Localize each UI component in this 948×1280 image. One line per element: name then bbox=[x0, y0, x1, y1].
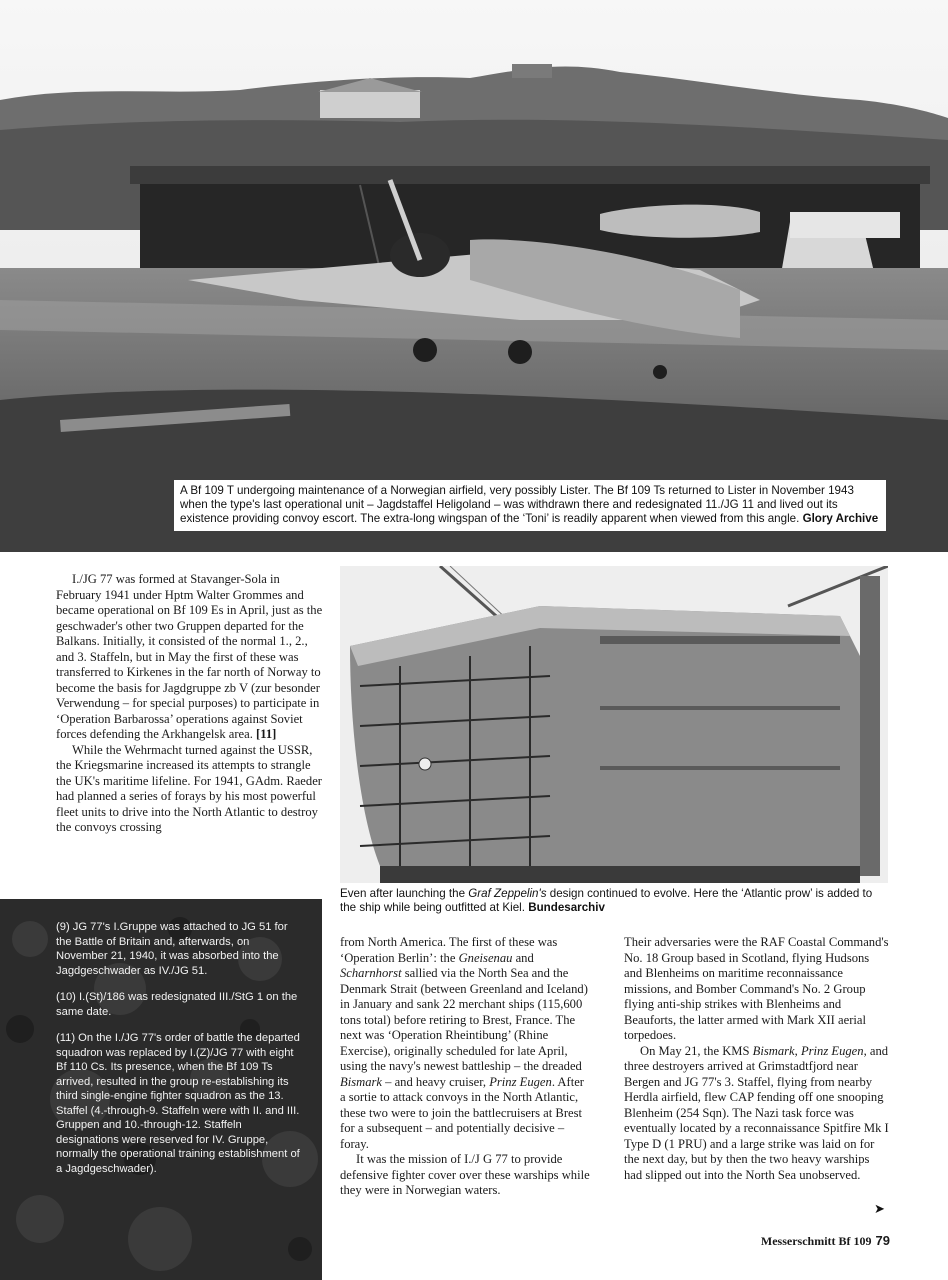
middle-text-column bbox=[340, 935, 592, 1199]
publication-title: Messerschmitt Bf 109 bbox=[760, 1234, 872, 1248]
footnotes bbox=[56, 920, 304, 1188]
ship-photo bbox=[340, 566, 888, 883]
airfield-photo-caption bbox=[180, 484, 880, 526]
airfield-photo-credit: Glory Archive bbox=[802, 512, 879, 525]
left-text-column bbox=[56, 572, 324, 836]
ship-name-gneisenau: Gneisenau bbox=[458, 950, 513, 965]
middle-paragraph-1 bbox=[340, 935, 592, 1152]
airfield-photo bbox=[0, 0, 948, 552]
ship-caption-italic: Graf Zeppelin's bbox=[468, 887, 547, 900]
ship-photo-credit: Bundesarchiv bbox=[528, 901, 605, 914]
footnote-10: (10) I.(St)/186 was redesignated III./StG 1 on the same date. bbox=[56, 991, 298, 1018]
footnote-ref-11: [11] bbox=[256, 727, 277, 741]
ship-photo-caption bbox=[340, 887, 888, 915]
right-p2-c: , and three destroyers arrived at Grimstadtfjord near Bergen and JG 77's 3. Staffel, flying from nearby Herdla airfield, flew CAP fending off one snooping Blenheim (254 Sqn). The Nazi task force was eventually located by a reconnaissance Spitfire Mk I Type D (1 PRU) and a large strike was laid on for the next day, but by then the two heavy warships had slipped out into the North Sea unobserved. bbox=[624, 1043, 889, 1182]
left-paragraph-1 bbox=[56, 572, 324, 743]
right-p2-b: , bbox=[794, 1043, 801, 1058]
mid-p1-b: and bbox=[512, 950, 534, 965]
right-text-column bbox=[624, 935, 890, 1183]
airfield-photo-image bbox=[0, 0, 948, 552]
mid-p1-c: sallied via the North Sea and the Denmark Strait (between Greenland and Iceland) in January and sank 22 merchant ships (115,600 tons total) before retiring to Brest, France. The next was ‘Operation Rheintibung’ (Rhine Exercise), originally scheduled for late April, using the navy's newest battleship – the dreaded bbox=[340, 966, 588, 1073]
ship-photo-image bbox=[340, 566, 888, 883]
page-folio bbox=[761, 1233, 890, 1249]
right-p2-a: On May 21, the KMS bbox=[640, 1043, 753, 1058]
right-paragraph-2 bbox=[624, 1044, 890, 1184]
airfield-photo-caption-box bbox=[174, 480, 886, 531]
middle-paragraph-2: It was the mission of I./J G 77 to provide defensive fighter cover over these warships while they were in Norwegian waters. bbox=[340, 1152, 590, 1197]
ship-name-prinz-eugen-2: Prinz Eugen bbox=[800, 1043, 864, 1058]
continue-arrow-icon: ➤ bbox=[874, 1201, 885, 1216]
mid-p1-a: from North America. The first of these was ‘Operation Berlin’: the bbox=[340, 935, 558, 965]
footnote-9: (9) JG 77's I.Gruppe was attached to JG 51 for the Battle of Britain and, afterwards, on November 21, 1940, it was absorbed into the Jagdgeschwader as IV./JG 51. bbox=[56, 921, 288, 977]
right-paragraph-1: Their adversaries were the RAF Coastal Command's No. 18 Group based in Scotland, flying Hudsons and Blenheims on maritime reconnaissance missions, and Bomber Command's No. 2 Group flying anti-ship strikes with Blenheims and Beauforts, the latter armed with Mark XII aerial torpedoes. bbox=[624, 935, 889, 1042]
page-number: 79 bbox=[875, 1233, 890, 1248]
ship-name-scharnhorst: Scharnhorst bbox=[340, 966, 402, 980]
left-paragraph-1-text: I./JG 77 was formed at Stavanger-Sola in February 1941 under Hptm Walter Grommes and became operational on Bf 109 Es in April, just as the geschwader's other two Gruppen departed for the Balkans. Initially, it consisted of the normal 1., 2., and 3. Staffeln, but in May the first of these was transferred to Kirkenes in the far north of Norway to become the basis for Jagdgruppe zb V (zur besonder Verwendung – for special purposes) to participate in ‘Operation Barbarossa’ operations against Soviet forces defending the Arkhangelsk area. bbox=[56, 572, 323, 741]
ship-caption-rest: design continued to evolve. Here the ‘Atlantic prow’ is added to the ship while being outfitted at Kiel. bbox=[340, 887, 873, 914]
ship-caption-lead: Even after launching the bbox=[340, 887, 469, 900]
ship-name-bismarck-2: Bismark bbox=[752, 1043, 795, 1058]
left-paragraph-2: While the Wehrmacht turned against the USSR, the Kriegsmarine increased its attempts to strangle the UK's maritime lifeline. For 1941, GAdm. Raeder had planned a series of forays by his most powerful fleet units to drive into the North Atlantic to destroy the convoys crossing bbox=[56, 742, 322, 834]
footnote-11: (11) On the I./JG 77's order of battle the departed squadron was replaced by I.(Z)/JG 77 with eight Bf 110 Cs. Its presence, when the Bf 109 Ts arrived, resulted in the group re-establishing its third single-engine fighter squadron as the 13. Staffel (4.-through-9. Staffeln were with II. and III. Gruppen and 10.-through-12. Staffeln designations were reserved for IV. Gruppe, normally the operational training establishment of a Jagdgeschwader). bbox=[56, 1032, 300, 1175]
mid-p1-d: – and heavy cruiser, bbox=[381, 1074, 490, 1089]
ship-name-bismarck: Bismark bbox=[340, 1074, 382, 1089]
airfield-caption-text: A Bf 109 T undergoing maintenance of a Norwegian airfield, very possibly Lister. The Bf 109 Ts returned to Lister in November 1943 when the type's last operational unit – Jagdstaffel Heligoland – was withdrawn there and redesignated 11./JG 11 and lived out its existence providing convoy escort. The extra-long wingspan of the ‘Toni’ is readily apparent when viewed from this angle. bbox=[180, 484, 854, 525]
ship-name-prinz-eugen: Prinz Eugen bbox=[489, 1074, 552, 1089]
mid-p1-e: . After a sortie to attack convoys in the North Atlantic, these two were to join the battlecruisers at Brest for a subsequent – and potentially decisive – foray. bbox=[340, 1074, 584, 1151]
